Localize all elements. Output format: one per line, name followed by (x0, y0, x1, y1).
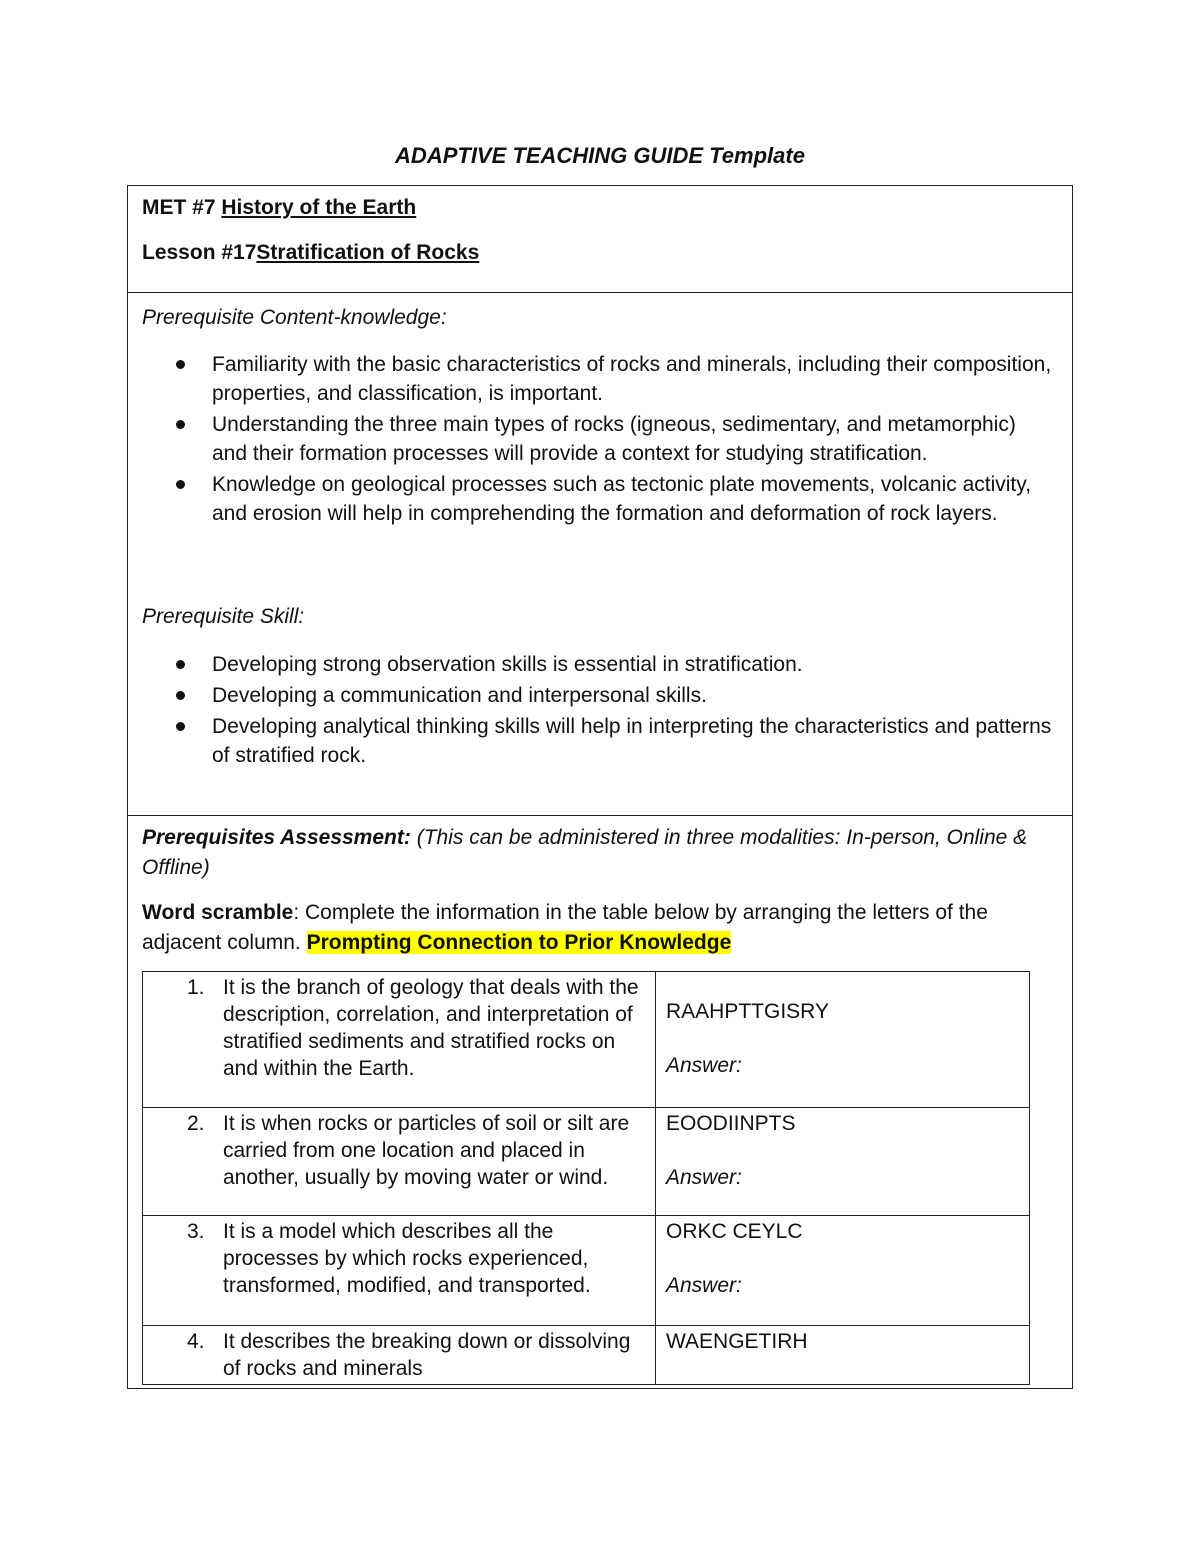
guide-table (127, 185, 1073, 1389)
question-text: It is the branch of geology that deals with the description, correlation, and interpretation of stratified sediments and stratified rocks on and within the Earth. (223, 976, 639, 1080)
question-text: It describes the breaking down or dissolving of rocks and minerals (223, 1330, 631, 1380)
question-text: It is when rocks or particles of soil or silt are carried from one location and placed in another, usually by moving water or wind. (223, 1112, 630, 1189)
question-text: It is a model which describes all the processes by which rocks experienced, transformed, modified, and transported. (223, 1220, 591, 1297)
lesson-line (142, 239, 479, 267)
instructions-text: : Complete the information in the table below by arranging the letters of the adjacent column. (142, 901, 988, 954)
word-scramble-table (142, 971, 1030, 1385)
table-row (143, 1216, 1030, 1326)
list-item: Developing strong observation skills is essential in stratification. (142, 650, 1052, 679)
scramble-cell[interactable] (656, 1326, 1030, 1385)
scramble-cell[interactable] (656, 972, 1030, 1108)
list-item: Developing analytical thinking skills will help in interpreting the characteristics and patterns of stratified rock. (142, 712, 1052, 770)
question-number: 4. (187, 1330, 205, 1353)
list-item: Developing a communication and interpersonal skills. (142, 681, 1052, 710)
list-item: Understanding the three main types of rocks (igneous, sedimentary, and metamorphic) and their formation processes will provide a context for studying stratification. (142, 410, 1052, 468)
bullet-icon (176, 660, 185, 669)
assessment-cell (128, 816, 1072, 1388)
scrambled-word: WAENGETIRH (666, 1330, 808, 1353)
met-title: History of the Earth (221, 196, 417, 219)
word-scramble-instructions (142, 898, 1046, 958)
assessment-note: (This can be administered in three modalities: In-person, Online & Offline) (142, 826, 1028, 879)
question-number: 2. (187, 1112, 205, 1135)
met-line (142, 194, 416, 222)
bullet-icon (176, 480, 185, 489)
list-item: Knowledge on geological processes such as tectonic plate movements, volcanic activity, and erosion will help in comprehending the formation and deformation of rock layers. (142, 470, 1052, 528)
answer-label: Answer: (666, 1274, 742, 1297)
document-title: ADAPTIVE TEACHING GUIDE Template (395, 143, 805, 168)
bullet-icon (176, 360, 185, 369)
assessment-heading (142, 823, 1046, 883)
prereq-skill-list (142, 650, 1052, 772)
question-number: 1. (187, 976, 205, 999)
prerequisites-cell (128, 292, 1072, 816)
answer-label: Answer: (666, 1054, 742, 1077)
prereq-content-heading: Prerequisite Content-knowledge: (142, 306, 447, 329)
table-row (143, 972, 1030, 1108)
question-cell (143, 1326, 656, 1385)
table-row (143, 1108, 1030, 1216)
word-scramble-label: Word scramble (142, 901, 294, 924)
scrambled-word: ORKC CEYLC (666, 1220, 803, 1243)
answer-label: Answer: (666, 1166, 742, 1189)
prereq-skill-heading: Prerequisite Skill: (142, 605, 305, 628)
scramble-cell[interactable] (656, 1108, 1030, 1216)
lesson-header-cell (128, 186, 1072, 293)
prereq-content-list (142, 350, 1052, 530)
met-label: MET #7 (142, 196, 216, 219)
bullet-icon (176, 722, 185, 731)
list-item: Familiarity with the basic characteristics of rocks and minerals, including their composition, properties, and classification, is important. (142, 350, 1052, 408)
bullet-icon (176, 420, 185, 429)
question-number: 3. (187, 1220, 205, 1243)
question-cell (143, 972, 656, 1108)
bullet-icon (176, 691, 185, 700)
highlight-text: Prompting Connection to Prior Knowledge (306, 931, 732, 954)
lesson-label: Lesson #17 (142, 241, 257, 264)
question-cell (143, 1108, 656, 1216)
assessment-title: Prerequisites Assessment: (142, 826, 411, 849)
lesson-title: Stratification of Rocks (256, 241, 480, 264)
scrambled-word: RAAHPTTGISRY (666, 1000, 829, 1023)
question-cell (143, 1216, 656, 1326)
scramble-cell[interactable] (656, 1216, 1030, 1326)
table-row (143, 1326, 1030, 1385)
scrambled-word: EOODIINPTS (666, 1112, 796, 1135)
